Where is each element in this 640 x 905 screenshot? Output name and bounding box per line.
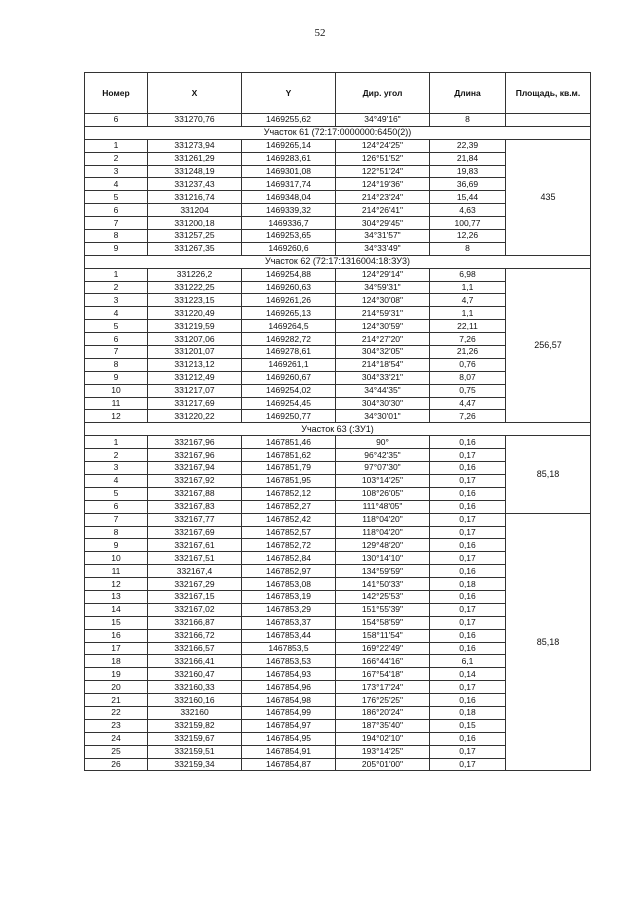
direction-angle: 103°14'25" bbox=[336, 474, 430, 487]
point-number: 3 bbox=[85, 294, 148, 307]
point-number: 7 bbox=[85, 513, 148, 526]
coord-x: 332167,96 bbox=[148, 436, 242, 449]
point-number: 22 bbox=[85, 706, 148, 719]
segment-length: 0,17 bbox=[430, 758, 506, 771]
segment-length: 0,15 bbox=[430, 719, 506, 732]
direction-angle: 124°29'14" bbox=[336, 268, 430, 281]
segment-length: 0,16 bbox=[430, 462, 506, 475]
point-number: 5 bbox=[85, 487, 148, 500]
segment-length: 0,16 bbox=[430, 500, 506, 513]
table-row bbox=[85, 436, 591, 449]
coord-y: 1469261,26 bbox=[242, 294, 336, 307]
coord-x: 332167,77 bbox=[148, 513, 242, 526]
coord-y: 1469339,32 bbox=[242, 204, 336, 217]
point-number: 6 bbox=[85, 500, 148, 513]
coord-y: 1469254,88 bbox=[242, 268, 336, 281]
segment-length: 100,77 bbox=[430, 217, 506, 230]
area-value: 256,57 bbox=[506, 268, 591, 423]
segment-length: 0,18 bbox=[430, 706, 506, 719]
direction-angle: 129°48'20" bbox=[336, 539, 430, 552]
header-x: X bbox=[148, 73, 242, 114]
point-number: 3 bbox=[85, 462, 148, 475]
point-number: 17 bbox=[85, 642, 148, 655]
segment-length: 22,11 bbox=[430, 320, 506, 333]
coord-x: 332160,16 bbox=[148, 694, 242, 707]
table-row bbox=[85, 513, 591, 526]
table-row bbox=[85, 139, 591, 152]
point-number: 9 bbox=[85, 242, 148, 255]
direction-angle: 122°51'24" bbox=[336, 165, 430, 178]
segment-length: 21,84 bbox=[430, 152, 506, 165]
segment-length: 21,26 bbox=[430, 346, 506, 359]
direction-angle: 304°30'30" bbox=[336, 397, 430, 410]
segment-length: 0,16 bbox=[430, 590, 506, 603]
segment-length: 6,98 bbox=[430, 268, 506, 281]
point-number: 21 bbox=[85, 694, 148, 707]
coord-y: 1469250,77 bbox=[242, 410, 336, 423]
direction-angle: 169°22'49" bbox=[336, 642, 430, 655]
direction-angle: 304°29'45" bbox=[336, 217, 430, 230]
coord-y: 1467851,46 bbox=[242, 436, 336, 449]
coord-y: 1469265,13 bbox=[242, 307, 336, 320]
point-number: 23 bbox=[85, 719, 148, 732]
point-number: 11 bbox=[85, 397, 148, 410]
point-number: 4 bbox=[85, 307, 148, 320]
coord-y: 1469265,14 bbox=[242, 139, 336, 152]
coord-y: 1467853,29 bbox=[242, 603, 336, 616]
segment-length: 1,1 bbox=[430, 307, 506, 320]
segment-length: 0,17 bbox=[430, 449, 506, 462]
segment-length: 4,7 bbox=[430, 294, 506, 307]
coordinates-table bbox=[84, 72, 591, 771]
segment-length: 0,16 bbox=[430, 732, 506, 745]
coord-x: 332167,96 bbox=[148, 449, 242, 462]
direction-angle: 142°25'53" bbox=[336, 590, 430, 603]
coord-y: 1469255,62 bbox=[242, 114, 336, 127]
area-cell-empty bbox=[506, 114, 591, 127]
coord-x: 332159,51 bbox=[148, 745, 242, 758]
point-number: 10 bbox=[85, 552, 148, 565]
header-num: Номер bbox=[85, 73, 148, 114]
coord-x: 331223,15 bbox=[148, 294, 242, 307]
segment-length: 0,76 bbox=[430, 358, 506, 371]
coord-x: 332160,47 bbox=[148, 668, 242, 681]
header-angle: Дир. угол bbox=[336, 73, 430, 114]
coord-x: 332166,72 bbox=[148, 629, 242, 642]
coord-y: 1467852,57 bbox=[242, 526, 336, 539]
direction-angle: 214°27'20" bbox=[336, 333, 430, 346]
segment-length: 0,16 bbox=[430, 642, 506, 655]
direction-angle: 214°59'31" bbox=[336, 307, 430, 320]
section-title: Участок 61 (72:17:0000000:6450(2)) bbox=[85, 126, 591, 139]
coord-y: 1467852,97 bbox=[242, 565, 336, 578]
coord-x: 331216,74 bbox=[148, 191, 242, 204]
point-number: 1 bbox=[85, 268, 148, 281]
coord-x: 331248,19 bbox=[148, 165, 242, 178]
coord-y: 1469278,61 bbox=[242, 346, 336, 359]
direction-angle: 194°02'10" bbox=[336, 732, 430, 745]
point-number: 6 bbox=[85, 114, 148, 127]
segment-length: 0,18 bbox=[430, 578, 506, 591]
coord-x: 332167,88 bbox=[148, 487, 242, 500]
coord-y: 1467853,08 bbox=[242, 578, 336, 591]
direction-angle: 186°20'24" bbox=[336, 706, 430, 719]
point-number: 6 bbox=[85, 333, 148, 346]
coord-y: 1467853,19 bbox=[242, 590, 336, 603]
segment-length: 0,16 bbox=[430, 487, 506, 500]
segment-length: 0,16 bbox=[430, 694, 506, 707]
coord-y: 1469254,45 bbox=[242, 397, 336, 410]
segment-length: 0,17 bbox=[430, 681, 506, 694]
direction-angle: 34°30'01" bbox=[336, 410, 430, 423]
point-number: 7 bbox=[85, 217, 148, 230]
segment-length: 8 bbox=[430, 242, 506, 255]
segment-length: 0,17 bbox=[430, 552, 506, 565]
segment-length: 0,17 bbox=[430, 745, 506, 758]
direction-angle: 158°11'54" bbox=[336, 629, 430, 642]
coord-x: 331270,76 bbox=[148, 114, 242, 127]
coord-y: 1469336,7 bbox=[242, 217, 336, 230]
point-number: 9 bbox=[85, 539, 148, 552]
coord-x: 331261,29 bbox=[148, 152, 242, 165]
point-number: 2 bbox=[85, 449, 148, 462]
coord-x: 331213,12 bbox=[148, 358, 242, 371]
point-number: 24 bbox=[85, 732, 148, 745]
coord-x: 332167,69 bbox=[148, 526, 242, 539]
segment-length: 1,1 bbox=[430, 281, 506, 294]
coord-x: 331267,35 bbox=[148, 242, 242, 255]
coord-x: 332167,02 bbox=[148, 603, 242, 616]
direction-angle: 176°25'25" bbox=[336, 694, 430, 707]
coord-x: 332167,61 bbox=[148, 539, 242, 552]
coord-y: 1467853,37 bbox=[242, 616, 336, 629]
segment-length: 4,47 bbox=[430, 397, 506, 410]
direction-angle: 111°48'05" bbox=[336, 500, 430, 513]
point-number: 18 bbox=[85, 655, 148, 668]
table-row bbox=[85, 114, 591, 127]
coord-y: 1467852,42 bbox=[242, 513, 336, 526]
header-row bbox=[85, 73, 591, 114]
direction-angle: 108°26'05" bbox=[336, 487, 430, 500]
header-length: Длина bbox=[430, 73, 506, 114]
segment-length: 6,1 bbox=[430, 655, 506, 668]
segment-length: 0,17 bbox=[430, 474, 506, 487]
coord-y: 1467854,95 bbox=[242, 732, 336, 745]
segment-length: 0,17 bbox=[430, 603, 506, 616]
direction-angle: 214°18'54" bbox=[336, 358, 430, 371]
coord-x: 332167,15 bbox=[148, 590, 242, 603]
direction-angle: 118°04'20" bbox=[336, 526, 430, 539]
coord-y: 1469348,04 bbox=[242, 191, 336, 204]
point-number: 12 bbox=[85, 410, 148, 423]
point-number: 12 bbox=[85, 578, 148, 591]
area-value: 435 bbox=[506, 139, 591, 255]
coord-y: 1467852,12 bbox=[242, 487, 336, 500]
coord-y: 1467851,79 bbox=[242, 462, 336, 475]
coord-x: 331204 bbox=[148, 204, 242, 217]
coord-x: 332167,92 bbox=[148, 474, 242, 487]
segment-length: 7,26 bbox=[430, 333, 506, 346]
point-number: 8 bbox=[85, 358, 148, 371]
coord-x: 331273,94 bbox=[148, 139, 242, 152]
coord-x: 331200,18 bbox=[148, 217, 242, 230]
coord-y: 1467853,5 bbox=[242, 642, 336, 655]
coord-y: 1469260,67 bbox=[242, 371, 336, 384]
coord-y: 1467852,27 bbox=[242, 500, 336, 513]
segment-length: 0,14 bbox=[430, 668, 506, 681]
point-number: 20 bbox=[85, 681, 148, 694]
segment-length: 0,17 bbox=[430, 616, 506, 629]
direction-angle: 167°54'18" bbox=[336, 668, 430, 681]
direction-angle: 151°55'39" bbox=[336, 603, 430, 616]
coord-y: 1469317,74 bbox=[242, 178, 336, 191]
coord-x: 331220,22 bbox=[148, 410, 242, 423]
coord-y: 1469253,65 bbox=[242, 230, 336, 243]
coord-x: 332166,41 bbox=[148, 655, 242, 668]
coord-x: 332159,34 bbox=[148, 758, 242, 771]
point-number: 7 bbox=[85, 346, 148, 359]
direction-angle: 124°19'36" bbox=[336, 178, 430, 191]
point-number: 8 bbox=[85, 230, 148, 243]
coord-y: 1469261,1 bbox=[242, 358, 336, 371]
coord-y: 1469282,72 bbox=[242, 333, 336, 346]
coord-x: 331217,69 bbox=[148, 397, 242, 410]
segment-length: 19,83 bbox=[430, 165, 506, 178]
point-number: 3 bbox=[85, 165, 148, 178]
coord-x: 332160,33 bbox=[148, 681, 242, 694]
segment-length: 0,17 bbox=[430, 526, 506, 539]
point-number: 8 bbox=[85, 526, 148, 539]
point-number: 9 bbox=[85, 371, 148, 384]
coord-y: 1469254,02 bbox=[242, 384, 336, 397]
point-number: 16 bbox=[85, 629, 148, 642]
coord-x: 332167,94 bbox=[148, 462, 242, 475]
direction-angle: 166°44'16" bbox=[336, 655, 430, 668]
direction-angle: 214°23'24" bbox=[336, 191, 430, 204]
coord-x: 331207,06 bbox=[148, 333, 242, 346]
segment-length: 0,16 bbox=[430, 629, 506, 642]
coord-x: 332166,57 bbox=[148, 642, 242, 655]
point-number: 6 bbox=[85, 204, 148, 217]
coord-y: 1469260,63 bbox=[242, 281, 336, 294]
point-number: 10 bbox=[85, 384, 148, 397]
direction-angle: 34°44'35" bbox=[336, 384, 430, 397]
direction-angle: 34°49'16" bbox=[336, 114, 430, 127]
direction-angle: 97°07'30" bbox=[336, 462, 430, 475]
table-row bbox=[85, 268, 591, 281]
segment-length: 36,69 bbox=[430, 178, 506, 191]
coord-y: 1467851,95 bbox=[242, 474, 336, 487]
direction-angle: 124°24'25" bbox=[336, 139, 430, 152]
direction-angle: 124°30'08" bbox=[336, 294, 430, 307]
area-value: 85,18 bbox=[506, 436, 591, 513]
point-number: 26 bbox=[85, 758, 148, 771]
direction-angle: 193°14'25" bbox=[336, 745, 430, 758]
direction-angle: 118°04'20" bbox=[336, 513, 430, 526]
coord-y: 1467851,62 bbox=[242, 449, 336, 462]
direction-angle: 126°51'52" bbox=[336, 152, 430, 165]
direction-angle: 187°35'40" bbox=[336, 719, 430, 732]
coord-x: 331257,25 bbox=[148, 230, 242, 243]
direction-angle: 214°26'41" bbox=[336, 204, 430, 217]
coord-x: 332159,67 bbox=[148, 732, 242, 745]
point-number: 1 bbox=[85, 436, 148, 449]
point-number: 15 bbox=[85, 616, 148, 629]
area-value: 85,18 bbox=[506, 513, 591, 771]
coord-y: 1467854,97 bbox=[242, 719, 336, 732]
coord-y: 1467854,87 bbox=[242, 758, 336, 771]
coord-x: 331219,59 bbox=[148, 320, 242, 333]
coord-x: 331237,43 bbox=[148, 178, 242, 191]
section-title: Участок 62 (72:17:1316004:18:ЗУ3) bbox=[85, 255, 591, 268]
section-title-row bbox=[85, 423, 591, 436]
coord-y: 1467854,99 bbox=[242, 706, 336, 719]
direction-angle: 134°59'59" bbox=[336, 565, 430, 578]
coord-y: 1467852,72 bbox=[242, 539, 336, 552]
coord-x: 332159,82 bbox=[148, 719, 242, 732]
coord-x: 331217,07 bbox=[148, 384, 242, 397]
segment-length: 7,26 bbox=[430, 410, 506, 423]
segment-length: 0,75 bbox=[430, 384, 506, 397]
coord-y: 1467853,44 bbox=[242, 629, 336, 642]
segment-length: 22,39 bbox=[430, 139, 506, 152]
direction-angle: 124°30'59" bbox=[336, 320, 430, 333]
segment-length: 0,17 bbox=[430, 513, 506, 526]
segment-length: 4,63 bbox=[430, 204, 506, 217]
header-area: Площадь, кв.м. bbox=[506, 73, 591, 114]
coord-y: 1467852,84 bbox=[242, 552, 336, 565]
point-number: 19 bbox=[85, 668, 148, 681]
section-title-row bbox=[85, 255, 591, 268]
point-number: 2 bbox=[85, 152, 148, 165]
segment-length: 0,16 bbox=[430, 565, 506, 578]
direction-angle: 34°31'57" bbox=[336, 230, 430, 243]
page-number: 52 bbox=[314, 27, 326, 39]
coord-x: 331201,07 bbox=[148, 346, 242, 359]
direction-angle: 304°32'05" bbox=[336, 346, 430, 359]
coord-y: 1467853,53 bbox=[242, 655, 336, 668]
section-title: Участок 63 (:ЗУ1) bbox=[85, 423, 591, 436]
coord-y: 1467854,91 bbox=[242, 745, 336, 758]
coord-x: 332167,51 bbox=[148, 552, 242, 565]
direction-angle: 154°58'59" bbox=[336, 616, 430, 629]
segment-length: 8 bbox=[430, 114, 506, 127]
point-number: 5 bbox=[85, 191, 148, 204]
coord-x: 332167,29 bbox=[148, 578, 242, 591]
header-y: Y bbox=[242, 73, 336, 114]
direction-angle: 304°33'21" bbox=[336, 371, 430, 384]
segment-length: 12,26 bbox=[430, 230, 506, 243]
point-number: 4 bbox=[85, 474, 148, 487]
direction-angle: 96°42'35" bbox=[336, 449, 430, 462]
segment-length: 0,16 bbox=[430, 436, 506, 449]
direction-angle: 130°14'10" bbox=[336, 552, 430, 565]
coord-x: 331212,49 bbox=[148, 371, 242, 384]
coord-x: 332160 bbox=[148, 706, 242, 719]
coord-x: 331226,2 bbox=[148, 268, 242, 281]
coord-y: 1469260,6 bbox=[242, 242, 336, 255]
coord-y: 1469301,08 bbox=[242, 165, 336, 178]
coord-y: 1469264,5 bbox=[242, 320, 336, 333]
direction-angle: 205°01'00" bbox=[336, 758, 430, 771]
coord-x: 331220,49 bbox=[148, 307, 242, 320]
direction-angle: 90° bbox=[336, 436, 430, 449]
coord-x: 332167,83 bbox=[148, 500, 242, 513]
point-number: 5 bbox=[85, 320, 148, 333]
point-number: 11 bbox=[85, 565, 148, 578]
point-number: 1 bbox=[85, 139, 148, 152]
coord-y: 1467854,96 bbox=[242, 681, 336, 694]
coord-y: 1467854,98 bbox=[242, 694, 336, 707]
point-number: 25 bbox=[85, 745, 148, 758]
direction-angle: 141°50'33" bbox=[336, 578, 430, 591]
direction-angle: 173°17'24" bbox=[336, 681, 430, 694]
coord-x: 332167,4 bbox=[148, 565, 242, 578]
coord-y: 1467854,93 bbox=[242, 668, 336, 681]
point-number: 14 bbox=[85, 603, 148, 616]
point-number: 4 bbox=[85, 178, 148, 191]
direction-angle: 34°33'49" bbox=[336, 242, 430, 255]
segment-length: 8,07 bbox=[430, 371, 506, 384]
segment-length: 15,44 bbox=[430, 191, 506, 204]
section-title-row bbox=[85, 126, 591, 139]
point-number: 13 bbox=[85, 590, 148, 603]
coord-y: 1469283,61 bbox=[242, 152, 336, 165]
coord-x: 331222,25 bbox=[148, 281, 242, 294]
coord-x: 332166,87 bbox=[148, 616, 242, 629]
direction-angle: 34°59'31" bbox=[336, 281, 430, 294]
segment-length: 0,16 bbox=[430, 539, 506, 552]
table-body bbox=[85, 114, 591, 771]
point-number: 2 bbox=[85, 281, 148, 294]
